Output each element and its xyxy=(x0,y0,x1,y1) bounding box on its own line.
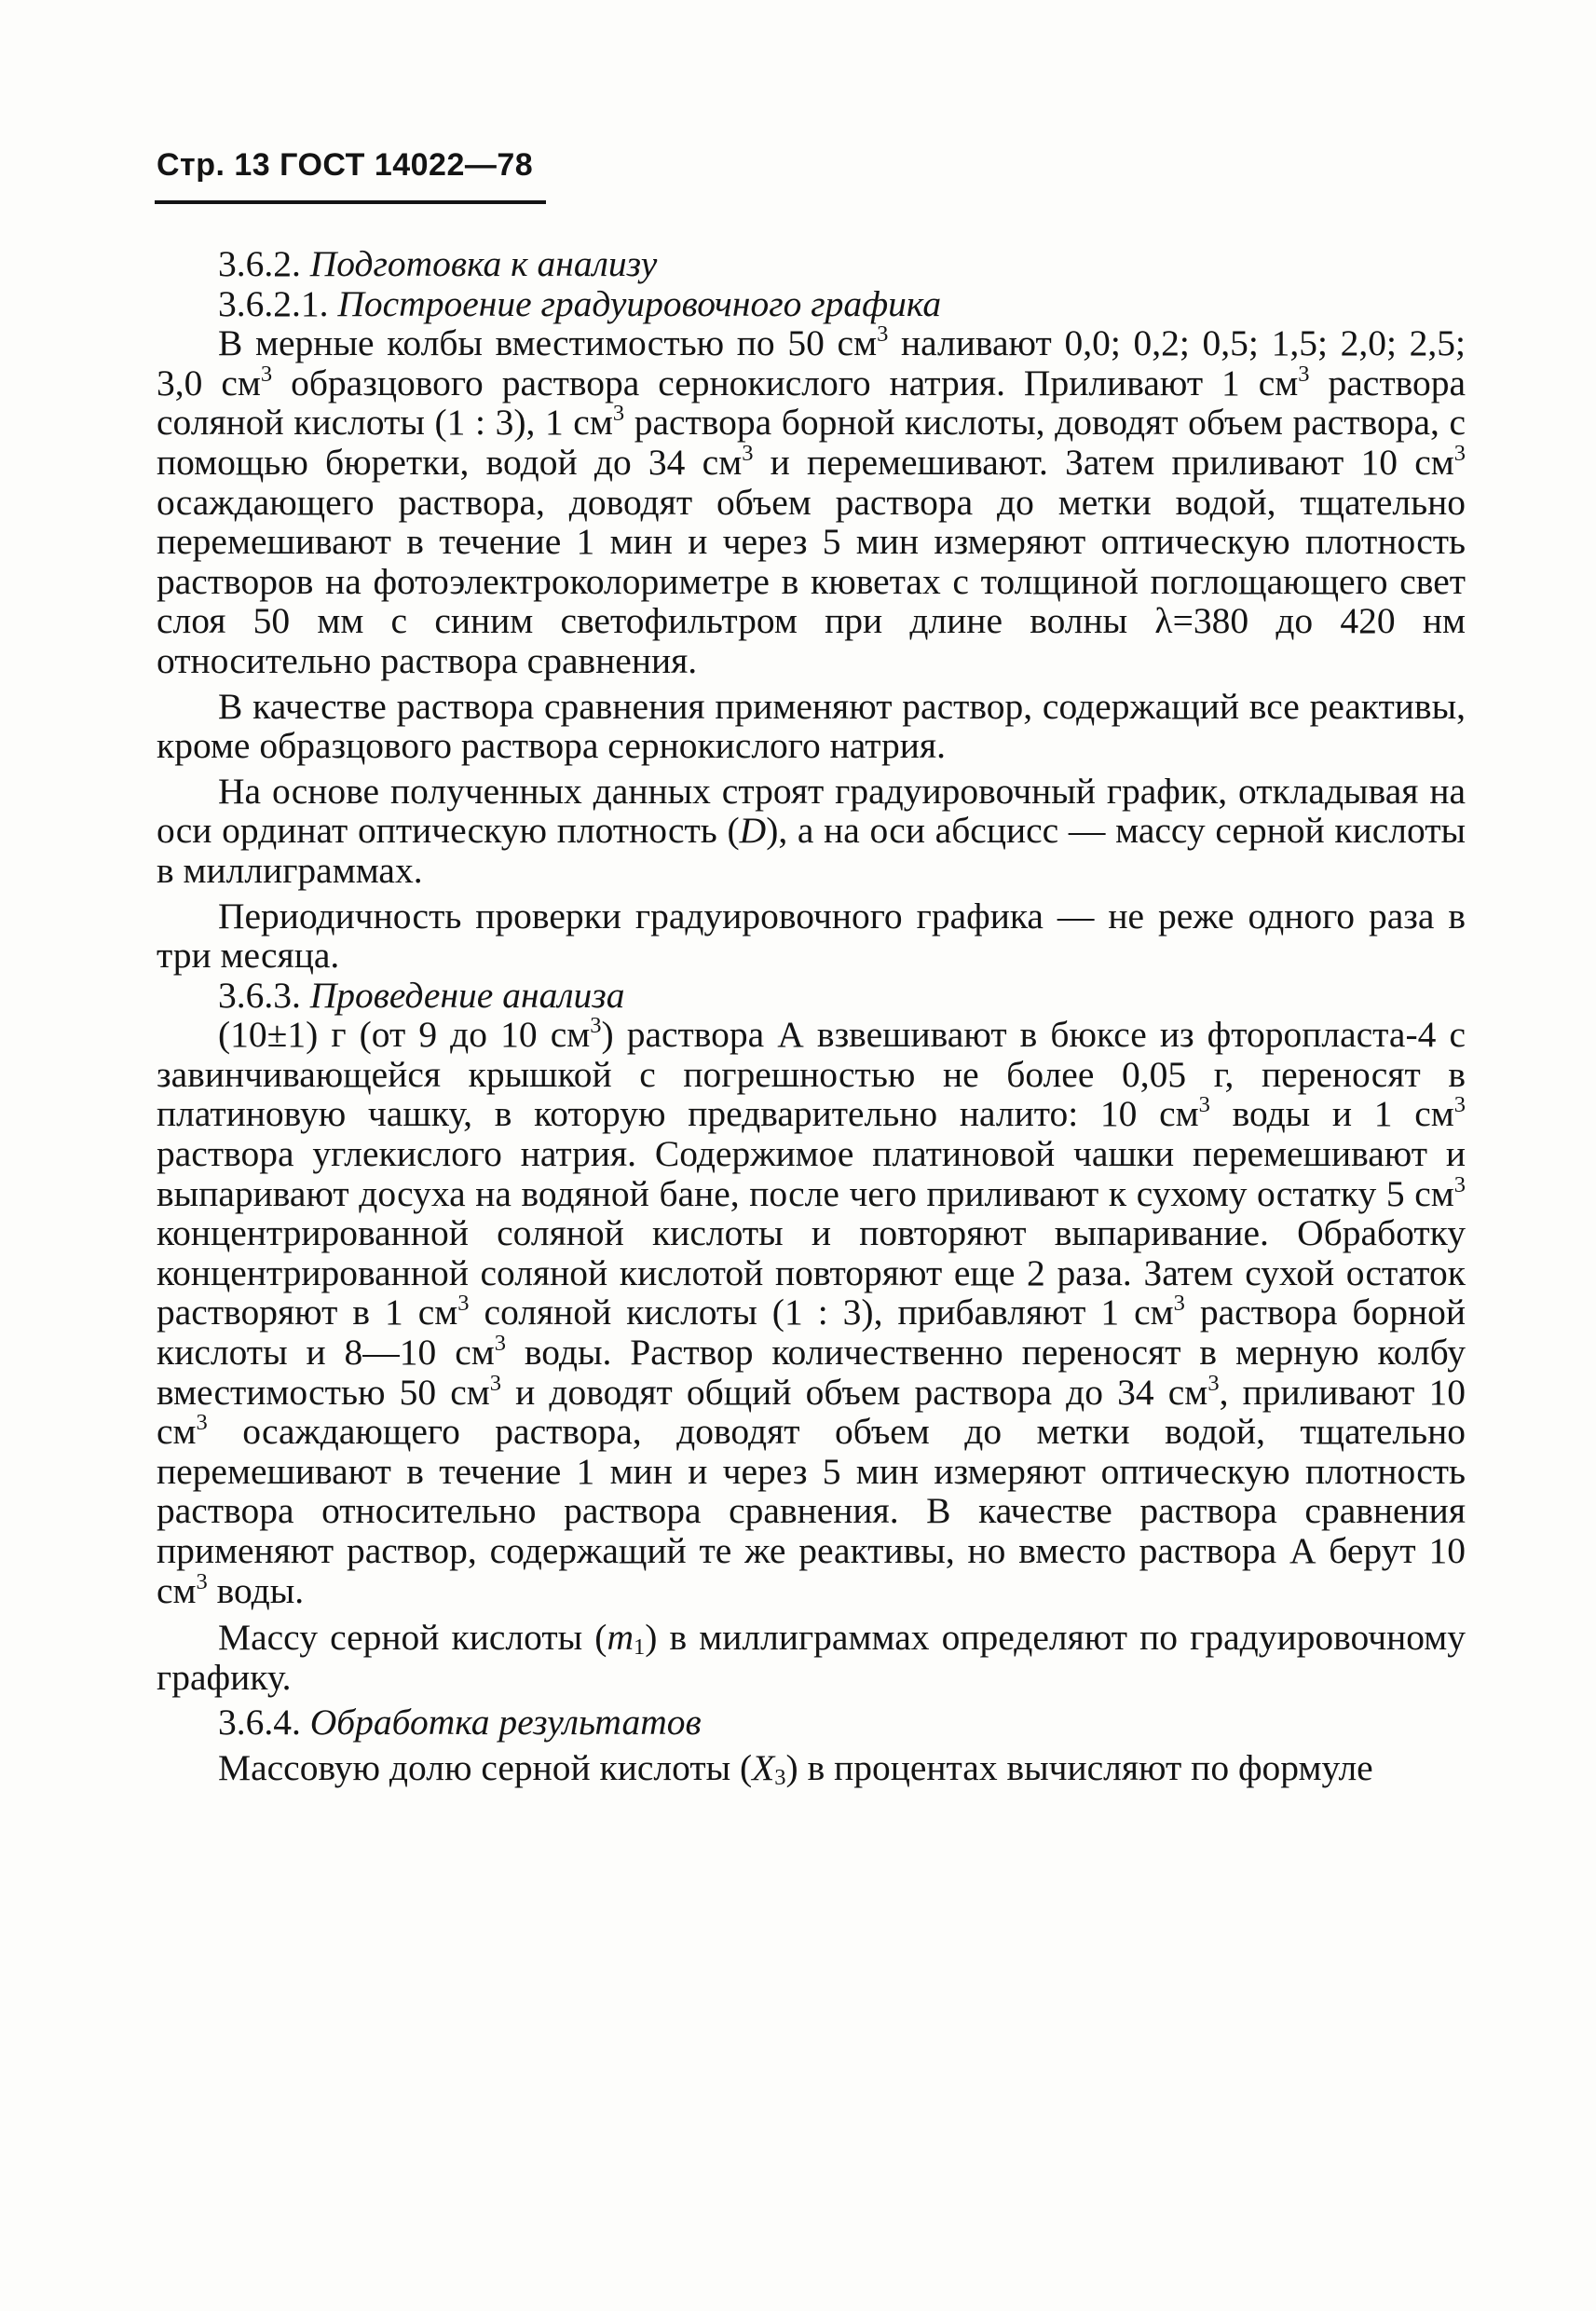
text-run: 3 xyxy=(1453,1092,1466,1118)
section-number: 3.6.4. xyxy=(218,1702,301,1744)
page-header: Стр. 13 ГОСТ 14022—78 xyxy=(157,147,534,183)
text-run: концентрированной соляной кислоты и повторяют выпаривание. Обработку концентрированной соляной кислотой повторяют еще 2 раза. Затем сухой остаток растворяют в 1 см xyxy=(157,1212,1466,1333)
text-run: воды. Раствор количественно переносят в мерную колбу вместимостью 50 см xyxy=(157,1332,1466,1413)
text-run: соляной кислоты (1 : 3), прибавляют 1 см xyxy=(469,1292,1174,1333)
text-run: В мерные колбы вместимостью по 50 см xyxy=(218,322,878,364)
section-title: Построение градуировочного графика xyxy=(337,282,942,324)
text-run: X xyxy=(752,1746,775,1788)
text-run: 1 xyxy=(633,1634,646,1661)
text-run: 3 xyxy=(877,321,889,348)
text-run: 3 xyxy=(612,401,625,427)
text-run: 3 xyxy=(196,1568,208,1594)
paragraph-check-periodicity: Периодичность проверки градуировочного графика — не реже одного раза в три месяца. xyxy=(157,895,1466,977)
text-run: 3 xyxy=(1207,1370,1220,1396)
paragraph-calibration-procedure xyxy=(157,323,1466,680)
text-run: воды и 1 см xyxy=(1209,1093,1454,1135)
section-title: Обработка результатов xyxy=(309,1702,702,1744)
text-run: Массовую долю серной кислоты ( xyxy=(218,1746,753,1788)
section-heading-3-6-2 xyxy=(157,244,1466,284)
text-run: ) раствора А взвешивают в бюксе из фторопласта-4 с завинчивающейся крышкой с погрешностью не более 0,05 г, переносят в платиновую чашку, в которую предварительно налито: 10 см xyxy=(157,1014,1466,1135)
text-run: 3 xyxy=(489,1370,502,1396)
text-run: образцового раствора сернокислого натрия. Приливают 1 см xyxy=(272,362,1299,403)
section-title: Подготовка к анализу xyxy=(309,243,658,284)
section-number: 3.6.2. xyxy=(218,243,301,284)
text-run: раствора борной кислоты, доводят объем раствора, с помощью бюретки, водой до 34 см xyxy=(157,402,1466,483)
paragraph-calibration-graph xyxy=(157,772,1466,891)
section-number: 3.6.2.1. xyxy=(218,282,329,324)
text-run: ), а на оси абсцисс — массу серной кислоты в миллиграммах. xyxy=(157,810,1466,891)
header-rule xyxy=(155,200,546,204)
text-run: наливают 0,0; 0,2; 0,5; 1,5; 2,0; 2,5; 3,0 см xyxy=(157,322,1466,403)
text-run: (10±1) г (от 9 до 10 см xyxy=(218,1014,591,1056)
text-run: 3 xyxy=(1453,1171,1466,1197)
text-run: 3 xyxy=(457,1291,470,1317)
text-run: 3 xyxy=(742,440,754,466)
text-run: m xyxy=(607,1617,634,1659)
text-run: ) в процентах вычисляют по формуле xyxy=(785,1746,1373,1788)
text-run: осаждающего раствора, доводят объем до метки водой, тщательно перемешивают в течение 1 мин и через 5 мин измеряют оптическую плотность раствора относительно раствора сравнения. В качестве раствора сравнения применяют раствор, содержащий те же реактивы, но вместо раствора А берут 10 см xyxy=(157,1411,1466,1611)
section-heading-3-6-3 xyxy=(157,976,1466,1016)
text-run: 3 xyxy=(196,1410,208,1436)
paragraph-mass-determination xyxy=(157,1618,1466,1697)
text-run: раствора соляной кислоты (1 : 3), 1 см xyxy=(157,362,1466,444)
text-run: 3 xyxy=(1173,1291,1185,1317)
text-run: раствора борной кислоты и 8—10 см xyxy=(157,1292,1466,1374)
text-run: 3 xyxy=(774,1764,786,1790)
text-run: раствора углекислого натрия. Содержимое платиновой чашки перемешивают и выпаривают досуха на водяной бане, после чего приливают к сухому остатку 5 см xyxy=(157,1133,1466,1214)
text-run: D xyxy=(739,810,767,852)
text-run: 3 xyxy=(1298,361,1310,387)
text-run: 3 xyxy=(1453,440,1466,466)
section-heading-3-6-2-1 xyxy=(157,284,1466,324)
text-run: 3 xyxy=(590,1013,602,1039)
text-run: На основе полученных данных строят градуировочный график, откладывая на оси ординат оптическую плотность ( xyxy=(157,770,1466,852)
text-run: воды. xyxy=(207,1569,305,1611)
text-run: 3 xyxy=(1198,1092,1210,1118)
text-run: и доводят общий объем раствора до 34 см xyxy=(501,1371,1208,1413)
paragraph-formula-intro xyxy=(157,1748,1466,1788)
paragraph-analysis-procedure xyxy=(157,1015,1466,1610)
paragraph-reference-solution: В качестве раствора сравнения применяют раствор, содержащий все реактивы, кроме образцового раствора сернокислого натрия. xyxy=(157,685,1466,767)
text-run: Массу серной кислоты ( xyxy=(218,1617,607,1659)
section-heading-3-6-4 xyxy=(157,1702,1466,1743)
text-run: 3 xyxy=(260,361,273,387)
section-title: Проведение анализа xyxy=(309,974,625,1016)
text-run: и перемешивают. Затем приливают 10 см xyxy=(753,441,1454,483)
section-number: 3.6.3. xyxy=(218,974,301,1016)
text-run: , приливают 10 см xyxy=(157,1371,1466,1453)
document-body xyxy=(157,244,1466,1788)
text-run: осаждающего раствора, доводят объем раствора до метки водой, тщательно перемешивают в течение 1 мин и через 5 мин измеряют оптическую плотность растворов на фотоэлектроколориметре в кюветах с толщиной поглощающего свет слоя 50 мм с синим светофильтром при длине волны λ=380 до 420 нм относительно раствора сравнения. xyxy=(157,481,1466,681)
text-run: ) в миллиграммах определяют по градуировочному графику. xyxy=(157,1617,1466,1698)
text-run: 3 xyxy=(494,1330,506,1356)
